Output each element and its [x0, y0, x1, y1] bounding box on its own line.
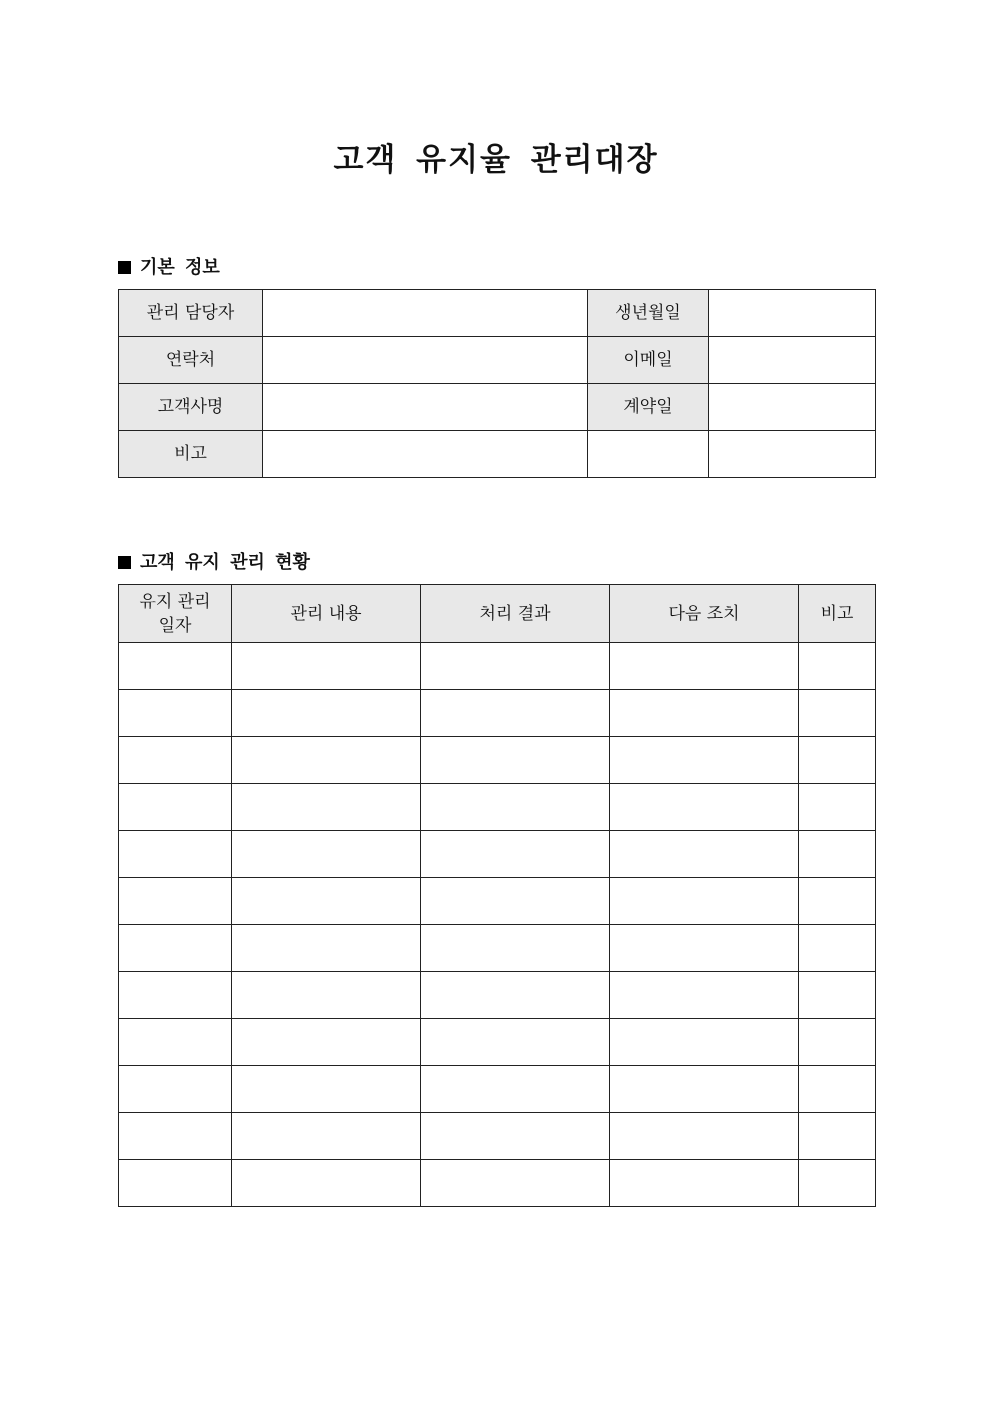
birthdate-label: 생년월일 — [588, 290, 709, 337]
result-cell[interactable] — [421, 1019, 610, 1066]
square-bullet-icon — [118, 261, 131, 274]
contract-date-label: 계약일 — [588, 384, 709, 431]
result-cell[interactable] — [421, 831, 610, 878]
remarks-cell[interactable] — [799, 737, 876, 784]
column-header-next-action: 다음 조치 — [610, 585, 799, 643]
column-header-date-line2: 일자 — [158, 615, 192, 636]
content-cell[interactable] — [232, 784, 421, 831]
date-cell[interactable] — [119, 1160, 232, 1207]
date-cell[interactable] — [119, 1113, 232, 1160]
date-cell[interactable] — [119, 1019, 232, 1066]
content-cell[interactable] — [232, 690, 421, 737]
section-heading-basic-info-label: 기본 정보 — [140, 257, 220, 278]
table-row — [119, 737, 876, 784]
email-field[interactable] — [709, 337, 876, 384]
section-heading-retention-status-label: 고객 유지 관리 현황 — [140, 552, 310, 573]
content-cell[interactable] — [232, 1160, 421, 1207]
result-cell[interactable] — [421, 925, 610, 972]
basic-info-row — [119, 337, 876, 384]
retention-status-table — [118, 584, 876, 1207]
email-label: 이메일 — [588, 337, 709, 384]
next-action-cell[interactable] — [610, 925, 799, 972]
remarks-cell[interactable] — [799, 878, 876, 925]
result-cell[interactable] — [421, 1113, 610, 1160]
content-cell[interactable] — [232, 831, 421, 878]
next-action-cell[interactable] — [610, 1066, 799, 1113]
date-cell[interactable] — [119, 784, 232, 831]
table-row — [119, 925, 876, 972]
remarks-cell[interactable] — [799, 1113, 876, 1160]
next-action-cell[interactable] — [610, 1113, 799, 1160]
next-action-cell[interactable] — [610, 643, 799, 690]
basic-info-row — [119, 384, 876, 431]
basic-info-row — [119, 431, 876, 478]
table-row — [119, 1019, 876, 1066]
birthdate-field[interactable] — [709, 290, 876, 337]
date-cell[interactable] — [119, 831, 232, 878]
next-action-cell[interactable] — [610, 972, 799, 1019]
result-cell[interactable] — [421, 643, 610, 690]
basic-info-row — [119, 290, 876, 337]
next-action-cell[interactable] — [610, 878, 799, 925]
manager-label: 관리 담당자 — [119, 290, 263, 337]
date-cell[interactable] — [119, 878, 232, 925]
column-header-date — [119, 585, 232, 643]
content-cell[interactable] — [232, 878, 421, 925]
result-cell[interactable] — [421, 1066, 610, 1113]
manager-field[interactable] — [263, 290, 588, 337]
result-cell[interactable] — [421, 784, 610, 831]
next-action-cell[interactable] — [610, 737, 799, 784]
content-cell[interactable] — [232, 1113, 421, 1160]
column-header-content: 관리 내용 — [232, 585, 421, 643]
content-cell[interactable] — [232, 972, 421, 1019]
table-header-row — [119, 585, 876, 643]
section-heading-basic-info — [118, 253, 220, 279]
date-cell[interactable] — [119, 1066, 232, 1113]
section-heading-retention-status — [118, 548, 310, 574]
result-cell[interactable] — [421, 737, 610, 784]
table-row — [119, 972, 876, 1019]
remarks-cell[interactable] — [799, 1019, 876, 1066]
remarks-cell[interactable] — [799, 925, 876, 972]
result-cell[interactable] — [421, 690, 610, 737]
contact-label: 연락처 — [119, 337, 263, 384]
remarks-cell[interactable] — [799, 1160, 876, 1207]
result-cell[interactable] — [421, 972, 610, 1019]
page-title: 고객 유지율 관리대장 — [333, 142, 659, 178]
table-row — [119, 1113, 876, 1160]
square-bullet-icon — [118, 556, 131, 569]
result-cell[interactable] — [421, 1160, 610, 1207]
date-cell[interactable] — [119, 972, 232, 1019]
next-action-cell[interactable] — [610, 690, 799, 737]
remarks-cell[interactable] — [799, 643, 876, 690]
table-row — [119, 1066, 876, 1113]
contact-field[interactable] — [263, 337, 588, 384]
content-cell[interactable] — [232, 1019, 421, 1066]
date-cell[interactable] — [119, 925, 232, 972]
content-cell[interactable] — [232, 643, 421, 690]
basic-info-table — [118, 289, 876, 478]
table-row — [119, 784, 876, 831]
content-cell[interactable] — [232, 1066, 421, 1113]
remarks-cell[interactable] — [799, 784, 876, 831]
remarks-cell[interactable] — [799, 1066, 876, 1113]
next-action-cell[interactable] — [610, 784, 799, 831]
table-row — [119, 878, 876, 925]
table-row — [119, 1160, 876, 1207]
remarks-field[interactable] — [263, 431, 588, 478]
next-action-cell[interactable] — [610, 1019, 799, 1066]
remarks-label: 비고 — [119, 431, 263, 478]
content-cell[interactable] — [232, 925, 421, 972]
company-name-field[interactable] — [263, 384, 588, 431]
table-row — [119, 831, 876, 878]
next-action-cell[interactable] — [610, 1160, 799, 1207]
company-name-label: 고객사명 — [119, 384, 263, 431]
table-row — [119, 690, 876, 737]
date-cell[interactable] — [119, 690, 232, 737]
column-header-date-line1: 유지 관리 — [139, 591, 211, 612]
remarks-cell[interactable] — [799, 972, 876, 1019]
column-header-result: 처리 결과 — [421, 585, 610, 643]
blank-field[interactable] — [709, 431, 876, 478]
content-cell[interactable] — [232, 737, 421, 784]
result-cell[interactable] — [421, 878, 610, 925]
blank-cell[interactable] — [588, 431, 709, 478]
date-cell[interactable] — [119, 643, 232, 690]
column-header-remarks: 비고 — [799, 585, 876, 643]
remarks-cell[interactable] — [799, 690, 876, 737]
date-cell[interactable] — [119, 737, 232, 784]
table-row — [119, 643, 876, 690]
next-action-cell[interactable] — [610, 831, 799, 878]
remarks-cell[interactable] — [799, 831, 876, 878]
contract-date-field[interactable] — [709, 384, 876, 431]
